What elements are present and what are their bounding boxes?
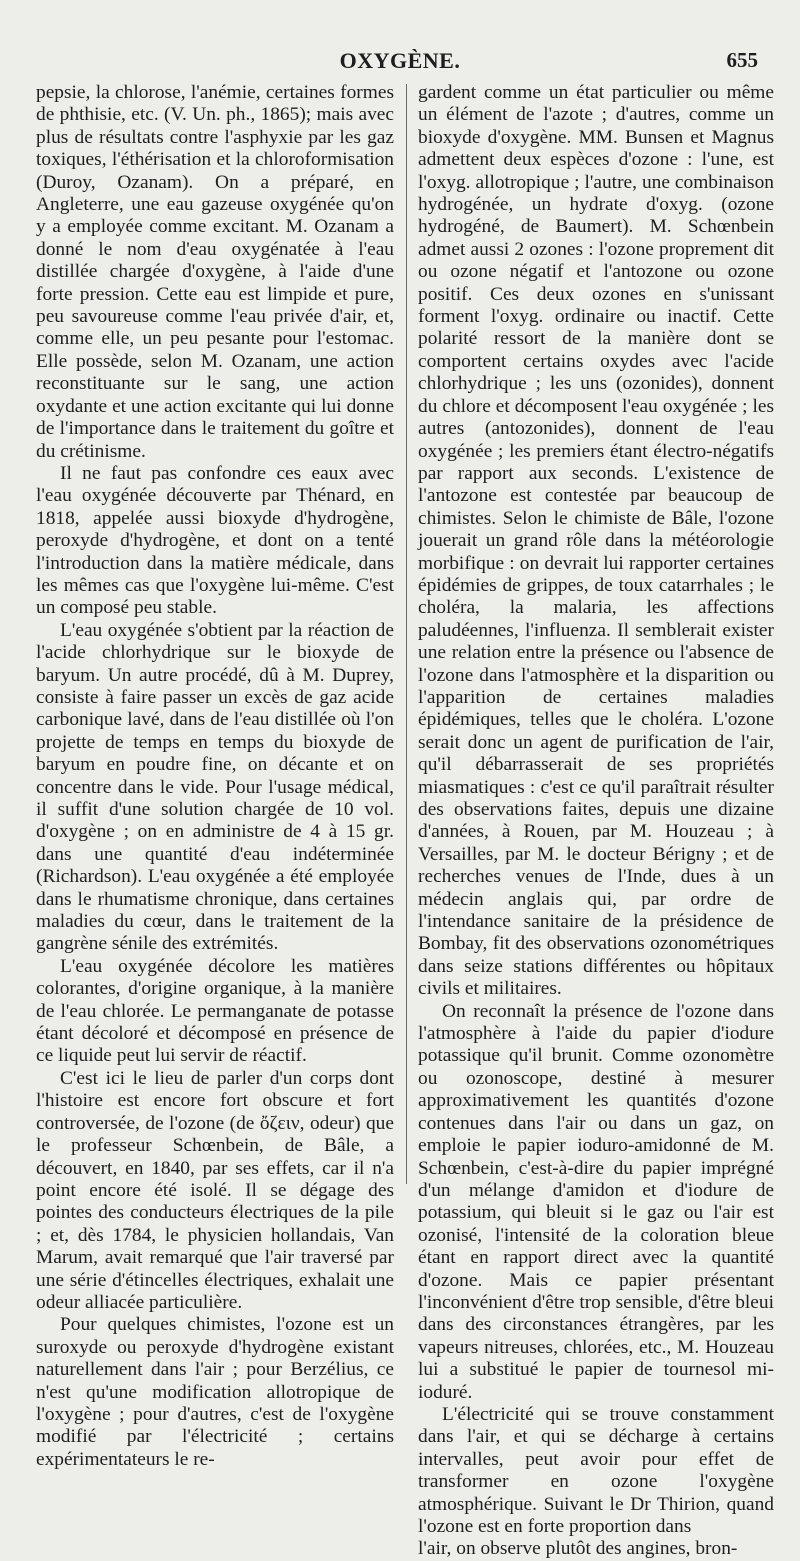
paragraph: pepsie, la chlorose, l'anémie, certaines formes de phthisie, etc. (V. Un. ph., 1865); mais avec plus de résultats contre l'asphyxie par les gaz toxiques, l'éthérisation et la chloroformisation (Duroy, Ozanam). On a préparé, en Angleterre, une eau gazeuse oxygénée qu'on y a employée comme excitant. M. Ozanam a donné le nom d'eau oxygénatée à l'eau distillée chargée d'oxygène, à l'aide d'une forte pression. Cette eau est limpide et pure, peu savoureuse comme l'eau privée d'air, et, comme elle, un peu pesante pour l'estomac. Elle possède, selon M. Ozanam, une action reconstituante sur le sang, une action oxydante et une action excitante qui lui donne de l'importance dans le traitement du goître et du crétinisme.: [36, 82, 394, 462]
paragraph: L'eau oxygénée décolore les matières colorantes, d'origine organique, à la manière de l'eau chlorée. Le permanganate de potasse étant décoloré et décomposé en présence de ce liquide peut lui servir de réactif.: [36, 955, 394, 1067]
running-title: OXYGÈNE.: [339, 48, 461, 73]
paragraph-last-line: l'air, on observe plutôt des angines, bron-: [418, 1538, 738, 1560]
paragraph: L'électricité qui se trouve constamment dans l'air, et qui se décharge à certains intervalles, peut avoir pour effet de transformer en ozone l'oxygène atmosphérique. Suivant le Dr Thirion, quand l'ozone est en forte proportion dans: [418, 1403, 774, 1537]
paragraph: Il ne faut pas confondre ces eaux avec l'eau oxygénée découverte par Thénard, en 1818, appelée aussi bioxyde d'hydrogène, peroxyde d'hydrogène, et dont on a tenté l'introduction dans la matière médicale, dans les mêmes cas que l'oxygène lui-même. C'est un composé peu stable.: [36, 462, 394, 619]
paragraph: On reconnaît la présence de l'ozone dans l'atmosphère à l'aide du papier d'iodure potassique qu'il brunit. Comme ozonomètre ou ozonoscope, destiné à mesurer approximativement les quantités d'ozone contenues dans l'air ou dans un gaz, on emploie le papier ioduro-amidonné de M. Schœnbein, c'est-à-dire du papier imprégné d'un mélange d'amidon et d'iodure de potassium, qui bleuit si le gaz ou l'air est ozonisé, l'intensité de la coloration bleue étant en rapport direct avec la quantité d'ozone. Mais ce papier présentant l'inconvénient d'être trop sensible, d'être bleui dans des circonstances étrangères, par les vapeurs nitreuses, chlorées, etc., M. Houzeau lui a substitué le papier de tournesol mi-ioduré.: [418, 1000, 774, 1403]
column-divider: [406, 84, 407, 1184]
page-number: 655: [726, 48, 758, 72]
paragraph: C'est ici le lieu de parler d'un corps dont l'histoire est encore fort obscure et fort controversée, de l'ozone (de ὄζειν, odeur) que le professeur Schœnbein, de Bâle, a découvert, en 1840, par ses effets, car il n'a point encore été isolé. Il se dégage des pointes des conducteurs électriques de la pile ; et, dès 1784, le physicien hollandais, Van Marum, avait remarqué que l'air traversé par une série d'étincelles électriques, exhalait une odeur alliacée particulière.: [36, 1067, 394, 1313]
paragraph: Pour quelques chimistes, l'ozone est un suroxyde ou peroxyde d'hydrogène existant naturellement dans l'air ; pour Berzélius, ce n'est qu'une modification allotropique de l'oxygène ; pour d'autres, c'est de l'oxygène modifié par l'électricité ; certains expérimentateurs le re-: [36, 1314, 394, 1470]
left-column: [36, 82, 394, 1471]
paragraph: gardent comme un état particulier ou même un élément de l'azote ; d'autres, comme un bioxyde d'oxygène. MM. Bunsen et Magnus admettent deux espèces d'ozone : l'une, est l'oxyg. allotropique ; l'autre, une combinaison hydrogénée, un hydrate d'oxyg. (ozone hydrogéné, de Baumert). M. Schœnbein admet aussi 2 ozones : l'ozone proprement dit ou ozone négatif et l'antozone ou ozone positif. Ces deux ozones en s'unissant forment l'oxyg. ordinaire ou inactif. Cette polarité ressort de la manière dont se comportent certains oxydes avec l'acide chlorhydrique ; les uns (ozonides), donnent du chlore et décomposent l'eau oxygénée ; les autres (antozonides), donnent de l'eau oxygénée ; les premiers étant électro-négatifs par rapport aux seconds. L'existence de l'antozone est contestée par beaucoup de chimistes. Selon le chimiste de Bâle, l'ozone jouerait un grand rôle dans la météorologie morbifique : on devrait lui rapporter certaines épidémies de grippes, de toux catarrhales ; le choléra, la malaria, les affections paludéennes, l'influenza. Il semblerait exister une relation entre la présence ou l'absence de l'ozone dans l'atmosphère et la disparition ou l'apparition de certaines maladies épidémiques, telles que le choléra. L'ozone serait donc un agent de purification de l'air, qu'il débarrasserait de ses propriétés miasmatiques : c'est ce qu'il paraîtrait résulter des observations faites, depuis une dizaine d'années, à Rouen, par M. Houzeau ; à Versailles, par M. le docteur Bérigny ; et de recherches venues de l'Inde, dues à un médecin anglais qui, par ordre de l'intendance sanitaire de la présidence de Bombay, fit des observations ozonométriques dans seize stations différentes ou hôpitaux civils et militaires.: [418, 82, 774, 1000]
page-header: [0, 48, 800, 76]
paragraph: L'eau oxygénée s'obtient par la réaction de l'acide chlorhydrique sur le bioxyde de baryum. Un autre procédé, dû à M. Duprey, consiste à faire passer un excès de gaz acide carbonique lavé, dans de l'eau distillée où l'on projette de temps en temps du bioxyde de baryum en poudre fine, on décante et on concentre dans le vide. Pour l'usage médical, il suffit d'une solution chargée de 10 vol. d'oxygène ; on en administre de 4 à 15 gr. dans une quantité d'eau indéterminée (Richardson). L'eau oxygénée a été employée dans le rhumatisme chronique, dans certaines maladies du cœur, dans le traitement de la gangrène sénile des extrémités.: [36, 619, 394, 955]
right-column: [418, 82, 774, 1561]
